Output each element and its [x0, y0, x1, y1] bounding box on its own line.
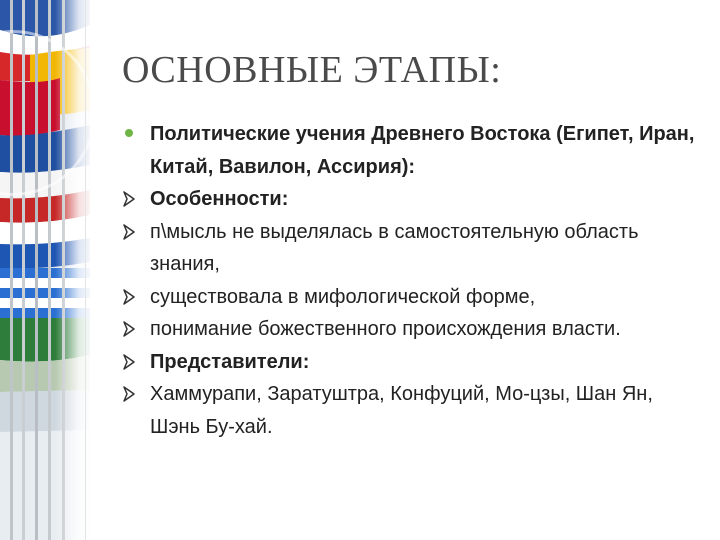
flags-decoration: [0, 0, 90, 540]
list-item-text: п\мысль не выделялась в самостоятельную область знания,: [150, 220, 639, 275]
arrowhead-icon: [122, 287, 142, 309]
list-item-text: существовала в мифологической форме,: [150, 285, 536, 308]
arrowhead-icon: [122, 384, 142, 406]
list-item-text: Политические учения Древнего Востока (Египет, Иран, Китай, Вавилон, Ассирия):: [150, 123, 695, 178]
list-item: [122, 346, 702, 379]
list-item: [122, 313, 702, 346]
arrowhead-icon: [122, 319, 142, 341]
arrowhead-icon: [122, 352, 142, 374]
list-item: [122, 118, 702, 183]
round-dot-icon: [122, 124, 142, 146]
list-item-text: Особенности:: [150, 188, 289, 210]
list-item: [122, 281, 702, 314]
bullet-list: [122, 118, 702, 443]
list-item-text: Представители:: [150, 350, 310, 373]
slide-title: ОСНОВНЫЕ ЭТАПЫ:: [122, 49, 502, 91]
divider-line: [85, 0, 86, 540]
list-item: [122, 378, 702, 443]
arrowhead-icon: [122, 222, 142, 244]
list-item: [122, 216, 702, 281]
arrowhead-icon: [122, 189, 142, 211]
list-item-text: Хаммурапи, Заратуштра, Конфуций, Мо-цзы, Шан Ян, Шэнь Бу-хай.: [150, 383, 653, 438]
list-item: [122, 183, 702, 216]
list-item-text: понимание божественного происхождения власти.: [150, 318, 621, 340]
